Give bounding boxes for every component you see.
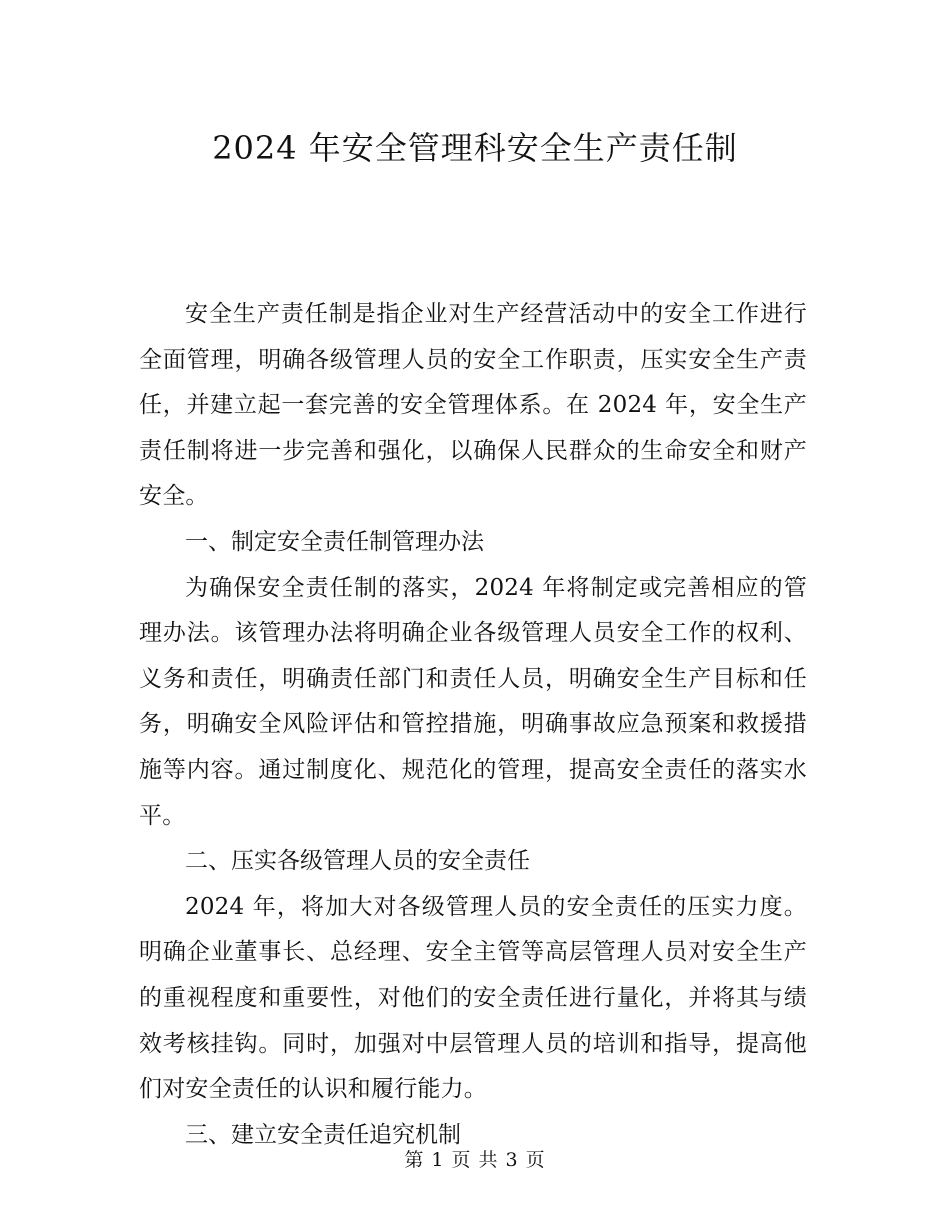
- intro-paragraph: 安全生产责任制是指企业对生产经营活动中的安全工作进行全面管理，明确各级管理人员的安全工作职责，压实安全生产责任，并建立起一套完善的安全管理体系。在 2024 年，安全生产责任制将进一步完善和强化，以确保人民群众的生命安全和财产安全。: [139, 301, 807, 510]
- page-number-footer: 第 1 页 共 3 页: [404, 1149, 546, 1171]
- section-paragraph-2: 2024 年，将加大对各级管理人员的安全责任的压实力度。明确企业董事长、总经理、安全主管等高层管理人员对安全生产的重视程度和重要性，对他们的安全责任进行量化，并将其与绩效考核挂钩。同时，加强对中层管理人员的培训和指导，提高他们对安全责任的认识和履行能力。: [139, 893, 807, 1103]
- document-body: [139, 292, 807, 1158]
- section-heading-2: 二、压实各级管理人员的安全责任: [185, 848, 530, 875]
- document-title: 2024 年安全管理科安全生产责任制: [212, 129, 738, 167]
- section-paragraph-1: 为确保安全责任制的落实，2024 年将制定或完善相应的管理办法。该管理办法将明确企业各级管理人员安全工作的权利、义务和责任，明确责任部门和责任人员，明确安全生产目标和任务，明确安全风险评估和管控措施，明确事故应急预案和救援措施等内容。通过制度化、规范化的管理，提高安全责任的落实水平。: [139, 574, 807, 829]
- section-heading-3: 三、建立安全责任追究机制: [185, 1121, 461, 1148]
- section-heading-1: 一、制定安全责任制管理办法: [185, 528, 484, 555]
